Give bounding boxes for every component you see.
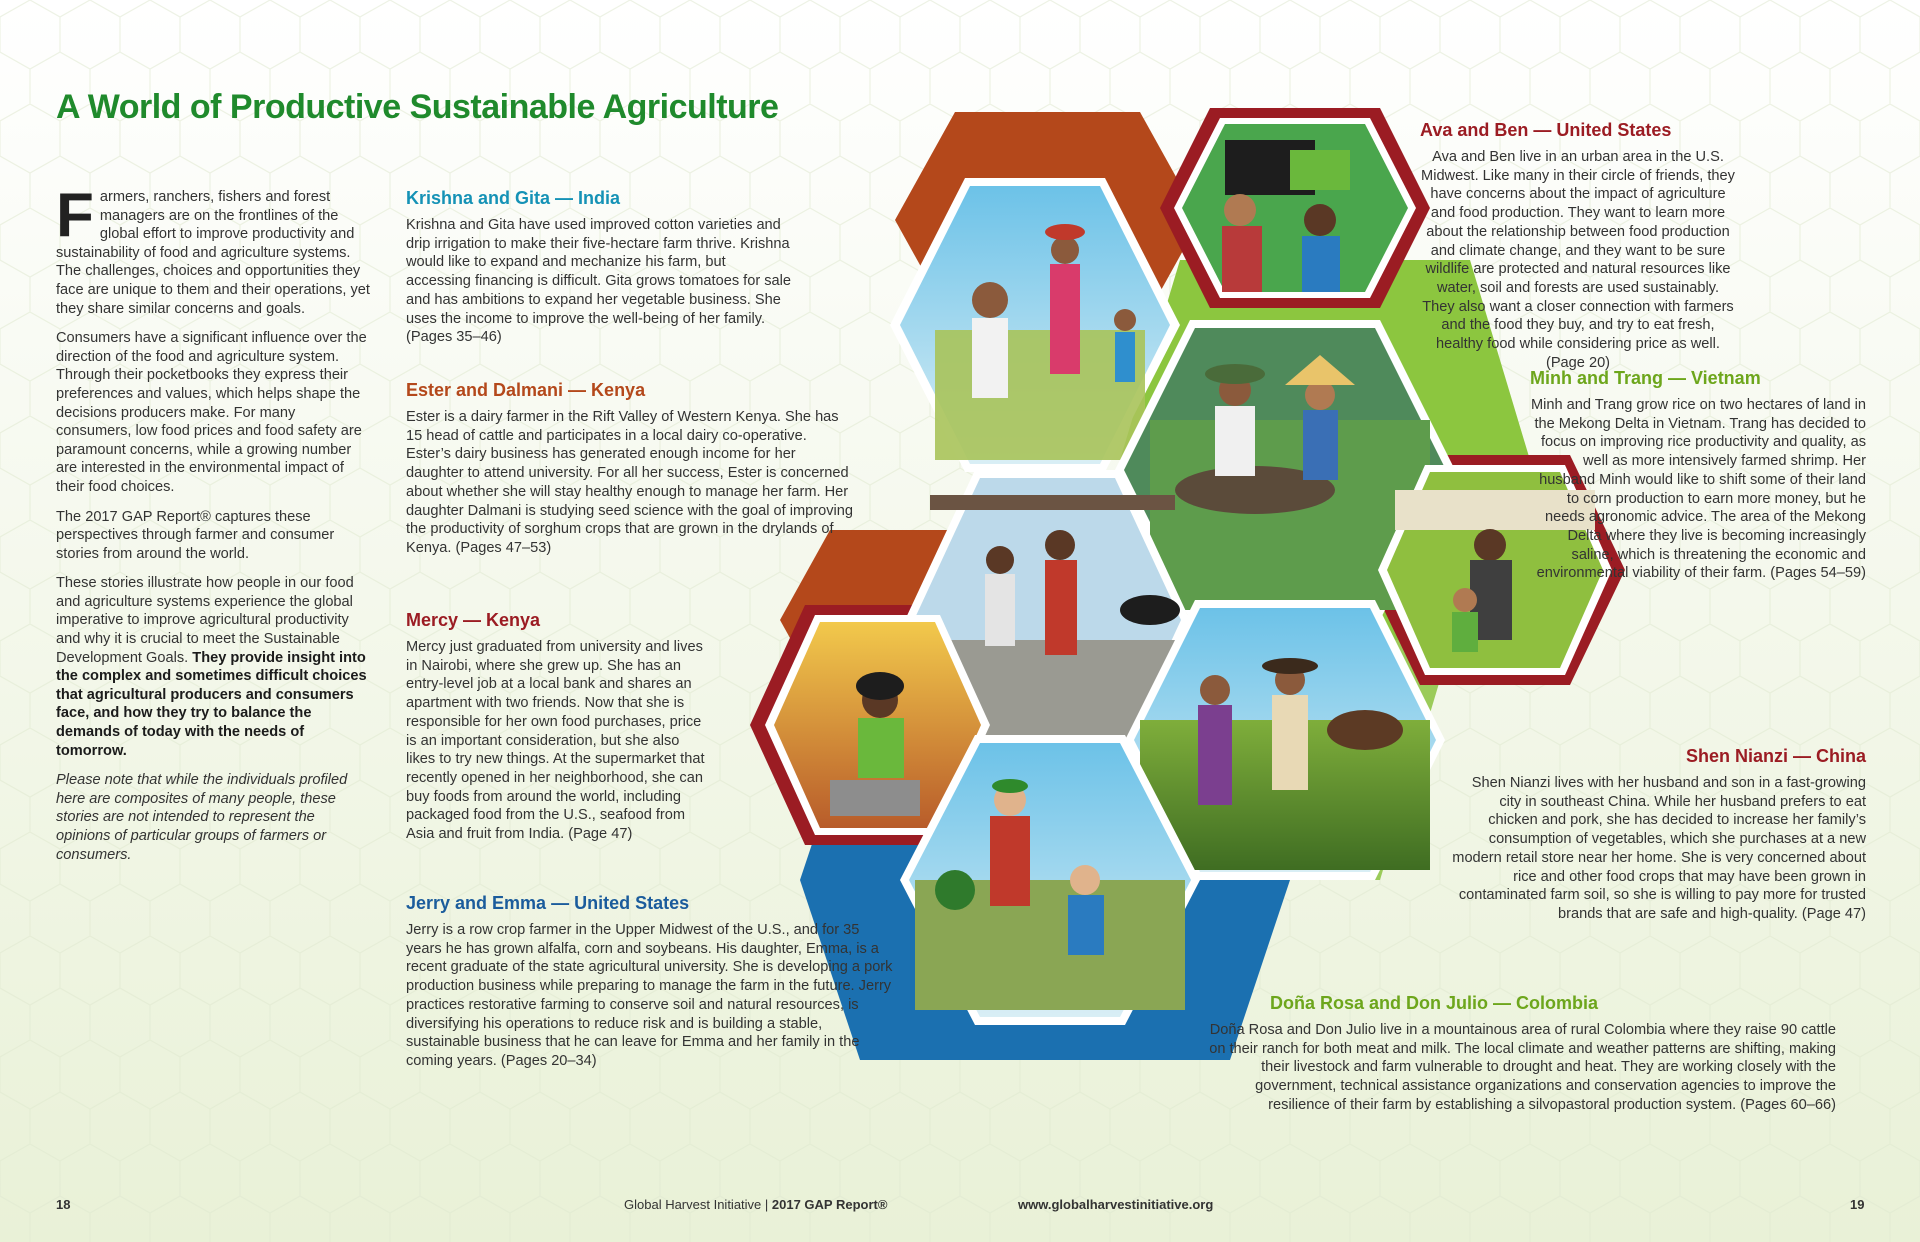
page-title: A World of Productive Sustainable Agriculture — [56, 88, 779, 126]
story-krishna-gita — [406, 188, 794, 347]
intro-paragraph-2: Consumers have a significant influence over the direction of the food and agriculture system. Through their pocketbooks they express their preferences and values, which helps shape the decisions producers make. For many consumers, low food prices and food safety are paramount concerns, while a growing number are interested in the environmental impact of their food choices. — [56, 330, 367, 495]
story-heading: Ester and Dalmani — Kenya — [406, 380, 646, 400]
story-body: Krishna and Gita have used improved cotton varieties and drip irrigation to make their five-hectare farm thrive. Krishna would like to expand and mechanize his farm, but accessing financing is difficult. Gita grows tomatoes for sale and has ambitions to expand her vegetable business. She uses the income to improve the well-being of her family. (Pages 35–46) — [406, 217, 792, 346]
story-body: Shen Nianzi lives with her husband and son in a fast-growing city in southeast China. While her husband prefers to eat chicken and pork, she has decided to increase her family’s consumption of vegetables, which she purchases at a new modern retail store near her home. She is very concerned about rice and other food crops that may have been grown in contaminated farm soil, so she is willing to pay more for trusted brands that are safe and high-quality. (Page 47) — [1452, 775, 1866, 922]
page-number-right: 19 — [1850, 1197, 1865, 1212]
drop-cap: F — [56, 181, 94, 250]
story-body: Ester is a dairy farmer in the Rift Valley of Western Kenya. She has 15 head of cattle and participates in a local dairy co-operative. Ester’s dairy business has generated enough income for her daughter to attend university. For all her success, Ester is concerned about whether she will stay healthy enough to manage her farm. Her daughter Dalmani is studying seed science with the goal of improving the productivity of sorghum crops that are grown in the drylands of Kenya. (Pages 47–53) — [406, 409, 853, 556]
footer-publisher: Global Harvest Initiative | 2017 GAP Report® — [624, 1197, 888, 1212]
story-heading: Mercy — Kenya — [406, 610, 541, 630]
intro-column — [56, 181, 370, 875]
story-dona-rosa-don-julio — [1196, 993, 1836, 1115]
story-ava-ben — [1420, 120, 1736, 372]
story-body: Ava and Ben live in an urban area in the U.S. Midwest. Like many in their circle of friends, they have concerns about the impact of agriculture and food production. They want to learn more about the relationship between food production and climate change, and they want to be sure wildlife are protected and natural resources like water, soil and forests are used sustainably. They also want a closer connection with farmers and the food they buy, and try to eat fresh, healthy food while considering price as well. (Page 20) — [1421, 149, 1735, 371]
ava-ben-urban-illustration — [1174, 118, 1416, 298]
story-body: Jerry is a row crop farmer in the Upper Midwest of the U.S., and for 35 years he has grown alfalfa, corn and soybeans. His daughter, Emma, is a recent graduate of the state agricultural university. She is developing a pork production business while preparing to manage the farm in the future. Jerry practices restorative farming to conserve soil and natural resources, is diversifying his operations to reduce risk and is building a stable, sustainable business that he can leave for Emma and her family in the coming years. (Pages 20–34) — [406, 922, 893, 1069]
story-body: Mercy just graduated from university and lives in Nairobi, where she grew up. She has an entry-level job at a local bank and shares an apartment with two friends. Now that she is responsible for her own food purchases, price is an important consideration, but she also likes to try new things. At the supermarket that recently opened in her neighborhood, she can buy foods from around the world, including packaged food from the U.S., seafood from Asia and fruit from India. (Page 47) — [406, 639, 705, 843]
page-number-left: 18 — [56, 1197, 71, 1212]
intro-disclaimer-note: Please note that while the individuals profiled here are composites of many people, these stories are not intended to represent the opinions of particular groups of farmers or consumers. — [56, 772, 348, 863]
footer-report-name: 2017 GAP Report® — [771, 1197, 888, 1212]
intro-paragraph-3: The 2017 GAP Report® captures these perspectives through farmer and consumer stories from around the world. — [56, 508, 335, 562]
story-shen-nianzi — [1450, 746, 1866, 924]
footer-website-link[interactable]: www.globalharvestinitiative.org — [1018, 1197, 1214, 1212]
intro-paragraph-1: Farmers, ranchers, fishers and forest managers are on the frontlines of the global effort to improve productivity and sustainability of food and agriculture systems. The challenges, choices and opportunities they face are unique to them and their operations, yet they share similar concerns and goals. — [56, 181, 370, 317]
story-heading: Minh and Trang — Vietnam — [1530, 368, 1761, 388]
story-ester-dalmani — [406, 380, 854, 558]
story-heading: Krishna and Gita — India — [406, 188, 621, 208]
story-heading: Ava and Ben — United States — [1420, 120, 1672, 140]
story-mercy — [406, 610, 706, 844]
story-heading: Doña Rosa and Don Julio — Colombia — [1270, 993, 1599, 1013]
story-minh-trang — [1530, 368, 1866, 583]
story-body: Minh and Trang grow rice on two hectares of land in the Mekong Delta in Vietnam. Trang has decided to focus on improving rice productivity and quality, as well as more intensively farmed shrimp. Her husband Minh would like to shift some of their land to corn production to earn more money, but he needs agronomic advice. The area of the Mekong Delta where they live is becoming increasingly saline, which is threatening the economic and environmental viability of their farm. (Pages 54–59) — [1530, 397, 1866, 582]
story-heading: Jerry and Emma — United States — [406, 893, 690, 913]
story-jerry-emma — [406, 893, 894, 1071]
story-heading: Shen Nianzi — China — [1685, 746, 1866, 766]
intro-paragraph-4: These stories illustrate how people in our food and agriculture systems experience the global imperative to improve agricultural productivity and why it is crucial to meet the Sustainable Development Goals. They provide insight into the complex and sometimes difficult choices that agricultural producers and consumers face, and how they try to balance the demands of today with the needs of tomorrow. — [56, 575, 367, 759]
story-body: Doña Rosa and Don Julio live in a mountainous area of rural Colombia where they raise 90 cattle on their ranch for both meat and milk. The local climate and weather patterns are shifting, making their livestock and farm vulnerable to drought and heat. They are working closely with the government, technical assistance organizations and conservation agencies to improve the resilience of their farm by establishing a silvopastoral production system. (Pages 60–66) — [1209, 1022, 1836, 1113]
